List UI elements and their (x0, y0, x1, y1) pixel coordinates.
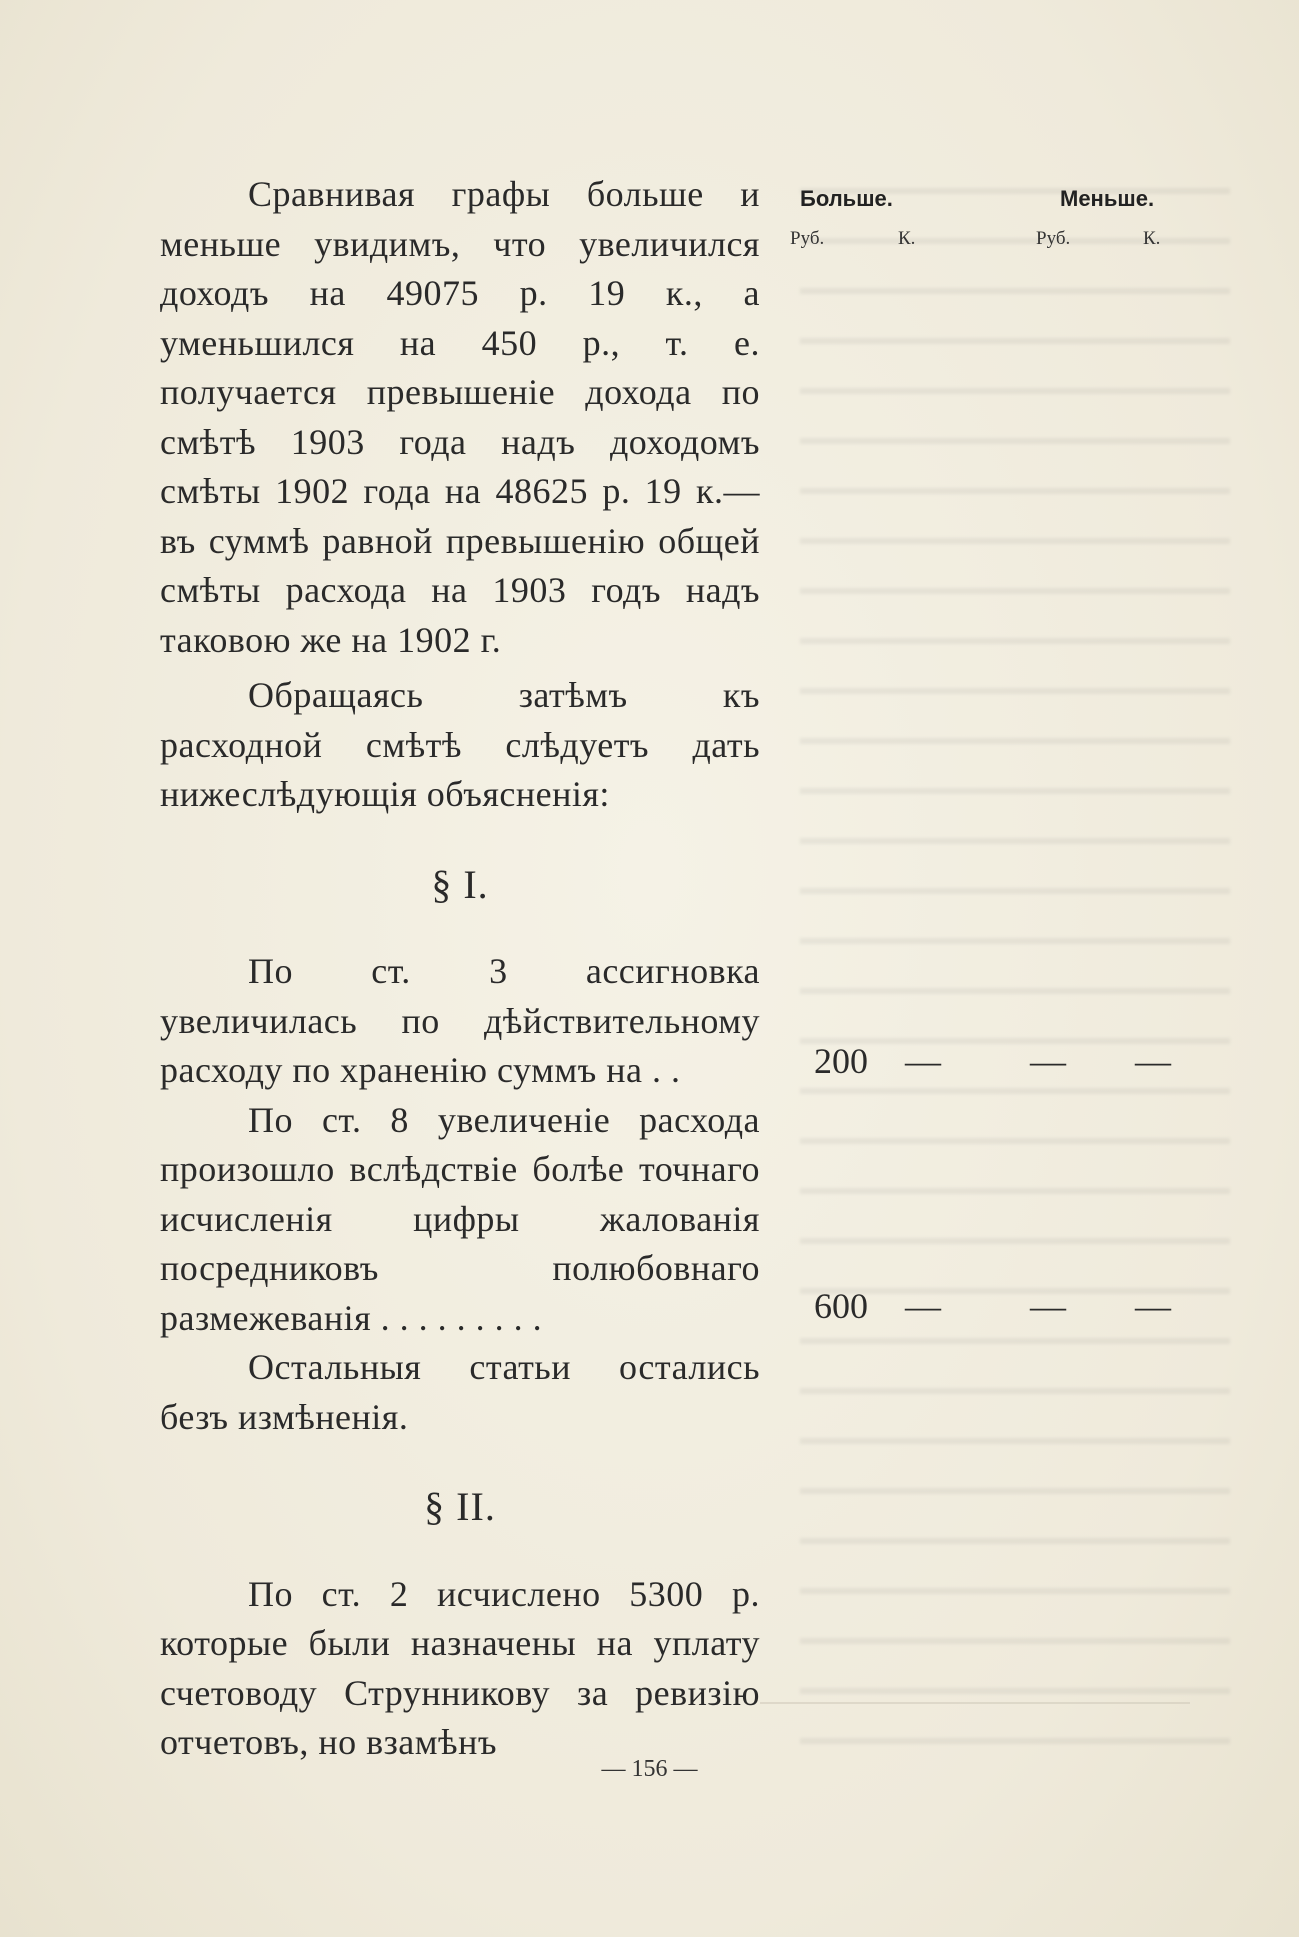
paragraph-article-3: По ст. 3 ассигновка увеличилась по дѣйствительному расходу по храненію суммъ на . . (160, 951, 760, 1090)
main-text-column (160, 170, 760, 1768)
amount-article-3: 200 (814, 1041, 868, 1081)
dash-rub-less-3: — (1030, 1041, 1066, 1081)
dash-kop-more-3: — (905, 1041, 941, 1081)
page-number: — 156 — (601, 1756, 698, 1782)
dash-kop-less-8: — (1135, 1286, 1171, 1326)
section-heading-2: § II. (424, 1484, 496, 1529)
paragraph-intro: Сравнивая графы больше и меньше увидимъ, что увеличился доходъ на 49075 р. 19 к., а уменьшился на 450 р., т. е. получается превышеніе дохода по смѣтѣ 1903 года надъ доходомъ смѣты 1902 года на 48625 р. 19 к.—въ суммѣ равной превышенію общей смѣты расхода на 1903 годъ надъ таковою же на 1902 г. (160, 174, 760, 660)
section-heading-1: § I. (431, 861, 489, 907)
amount-article-8: 600 (814, 1286, 868, 1326)
paragraph-article-2: По ст. 2 исчислено 5300 р. которые были назначены на уплату счетоводу Струнникову за ревизію отчетовъ, но взамѣнъ (160, 1573, 760, 1762)
dash-rub-less-8: — (1030, 1286, 1066, 1326)
paragraph-turning: Обращаясь затѣмъ къ расходной смѣтѣ слѣдуетъ дать нижеслѣдующія объясненія: (160, 675, 760, 814)
dash-kop-more-8: — (905, 1286, 941, 1326)
column-header-less: Меньше. (1060, 186, 1155, 211)
paragraph-article-8: По ст. 8 увеличеніе расхода произошло вслѣдствіе болѣе точнаго исчисленія цифры жалованія посредниковъ полюбовнаго размежеванія . . . . . . . . . (160, 1099, 760, 1338)
bleed-through-text (800, 160, 1230, 1780)
column-header-more: Больше. (800, 186, 893, 211)
divider-line (760, 1702, 1190, 1704)
column-sub-rub-less: Руб. (1036, 228, 1071, 249)
paragraph-rest: Остальныя статьи остались безъ измѣненія. (160, 1347, 760, 1437)
column-sub-kop-less: К. (1143, 228, 1161, 249)
column-sub-kop-more: К. (898, 228, 916, 249)
dash-kop-less-3: — (1135, 1041, 1171, 1081)
column-sub-rub-more: Руб. (790, 228, 825, 249)
